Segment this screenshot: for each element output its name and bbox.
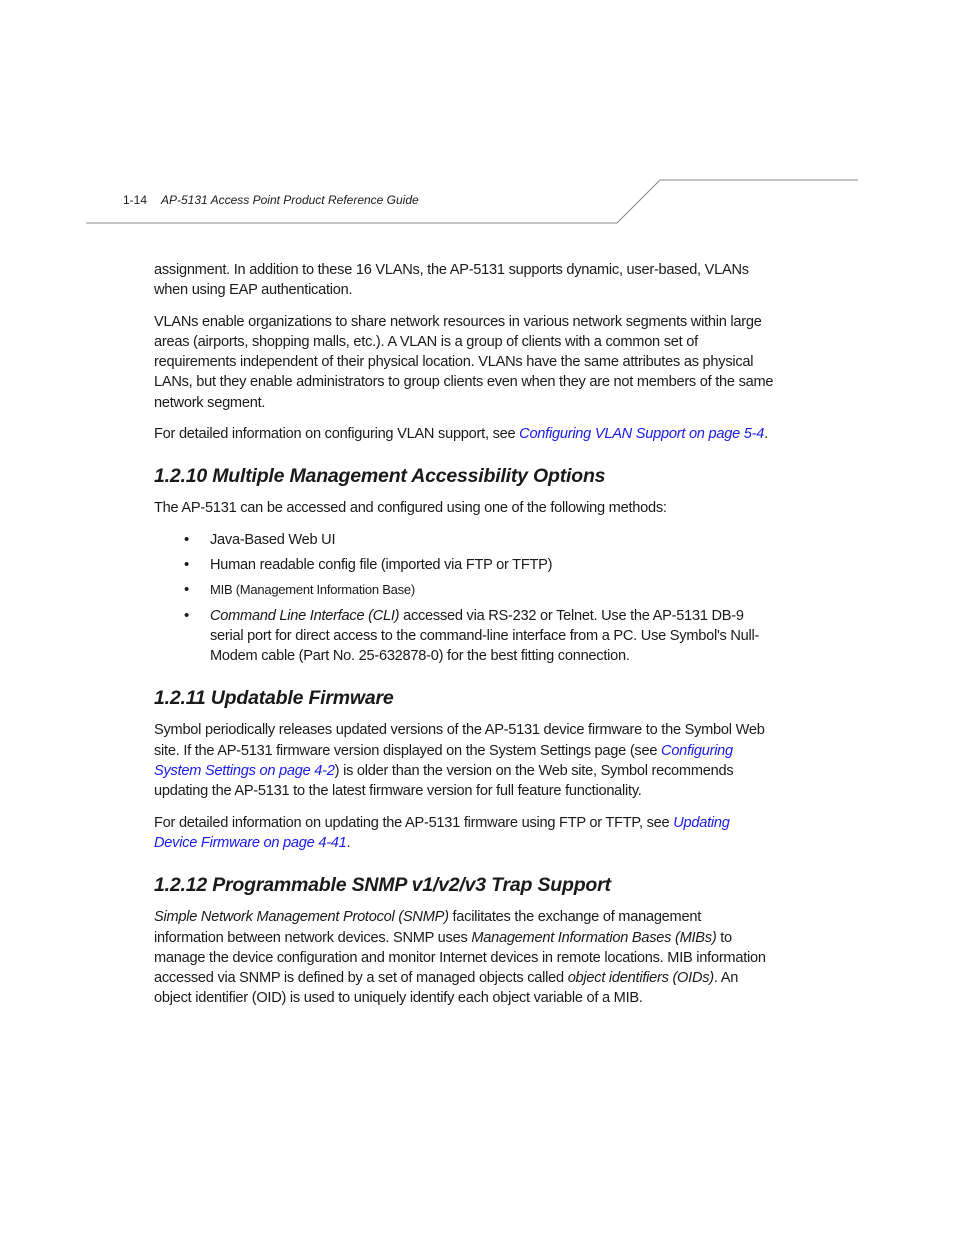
- document-title: AP-5131 Access Point Product Reference Guide: [161, 193, 419, 207]
- heading-1-2-11: 1.2.11 Updatable Firmware: [154, 687, 394, 710]
- link-configuring-system-settings[interactable]: Configuring System Settings on page 4-2: [154, 742, 733, 780]
- link-updating-device-firmware[interactable]: Updating Device Firmware on page 4-41: [154, 814, 730, 851]
- heading-1-2-10: 1.2.10 Multiple Management Accessibility Options: [154, 465, 606, 488]
- list-item: • Human readable config file (imported via FTP or TFTP): [154, 555, 774, 575]
- intro-paragraph-2: VLANs enable organizations to share network resources in various network segments within large areas (airports, shopping malls, etc.). A VLAN is a group of clients with a common set of requirements independent of their physical location. VLANs have the same attributes as physical LANs, but they enable administrators to group clients even when they are not members of the same network segment.: [154, 313, 774, 411]
- section-1212-paragraph: Simple Network Management Protocol (SNMP) facilitates the exchange of management information between network devices. SNMP uses Management Information Bases (MIBs) to manage the device configuration and monitor Internet devices in remote locations. MIB information accessed via SNMP is defined by a set of managed objects called object identifiers (OIDs). An object identifier (OID) is used to uniquely identify each object variable of a MIB.: [154, 909, 766, 1007]
- page-content: [154, 260, 774, 1020]
- list-item: • Java-Based Web UI: [154, 530, 774, 550]
- section-1211-paragraph-2: For detailed information on updating the AP-5131 firmware using FTP or TFTP, see Updating Device Firmware on page 4-41.: [154, 814, 730, 851]
- list-item: • MIB (Management Information Base): [154, 580, 774, 600]
- section-1211-paragraph-1: Symbol periodically releases updated versions of the AP-5131 device firmware to the Symbol Web site. If the AP-5131 firmware version displayed on the System Settings page (see Configuring System Settings on page 4-2) is older than the version on the Web site, Symbol recommends updating the AP-5131 to the latest firmware version for full feature functionality.: [154, 722, 765, 800]
- access-methods-list: [154, 530, 774, 667]
- link-configuring-vlan-support[interactable]: Configuring VLAN Support on page 5-4: [519, 426, 765, 443]
- page-number: 1-14: [123, 193, 148, 207]
- intro-paragraph-1: assignment. In addition to these 16 VLANs, the AP-5131 supports dynamic, user-based, VLANs when using EAP authentication.: [154, 262, 749, 299]
- heading-1-2-12: 1.2.12 Programmable SNMP v1/v2/v3 Trap Support: [154, 874, 611, 897]
- section-1210-intro: The AP-5131 can be accessed and configured using one of the following methods:: [154, 500, 667, 517]
- intro-paragraph-3: For detailed information on configuring VLAN support, see Configuring VLAN Support on page 5-4.: [154, 426, 768, 443]
- list-item-cli: • Command Line Interface (CLI) accessed via RS-232 or Telnet. Use the AP-5131 DB-9 serial port for direct access to the command-line interface from a PC. Use Symbol's Null-Modem cable (Part No. 25-632878-0) for the best fitting connection.: [154, 606, 774, 667]
